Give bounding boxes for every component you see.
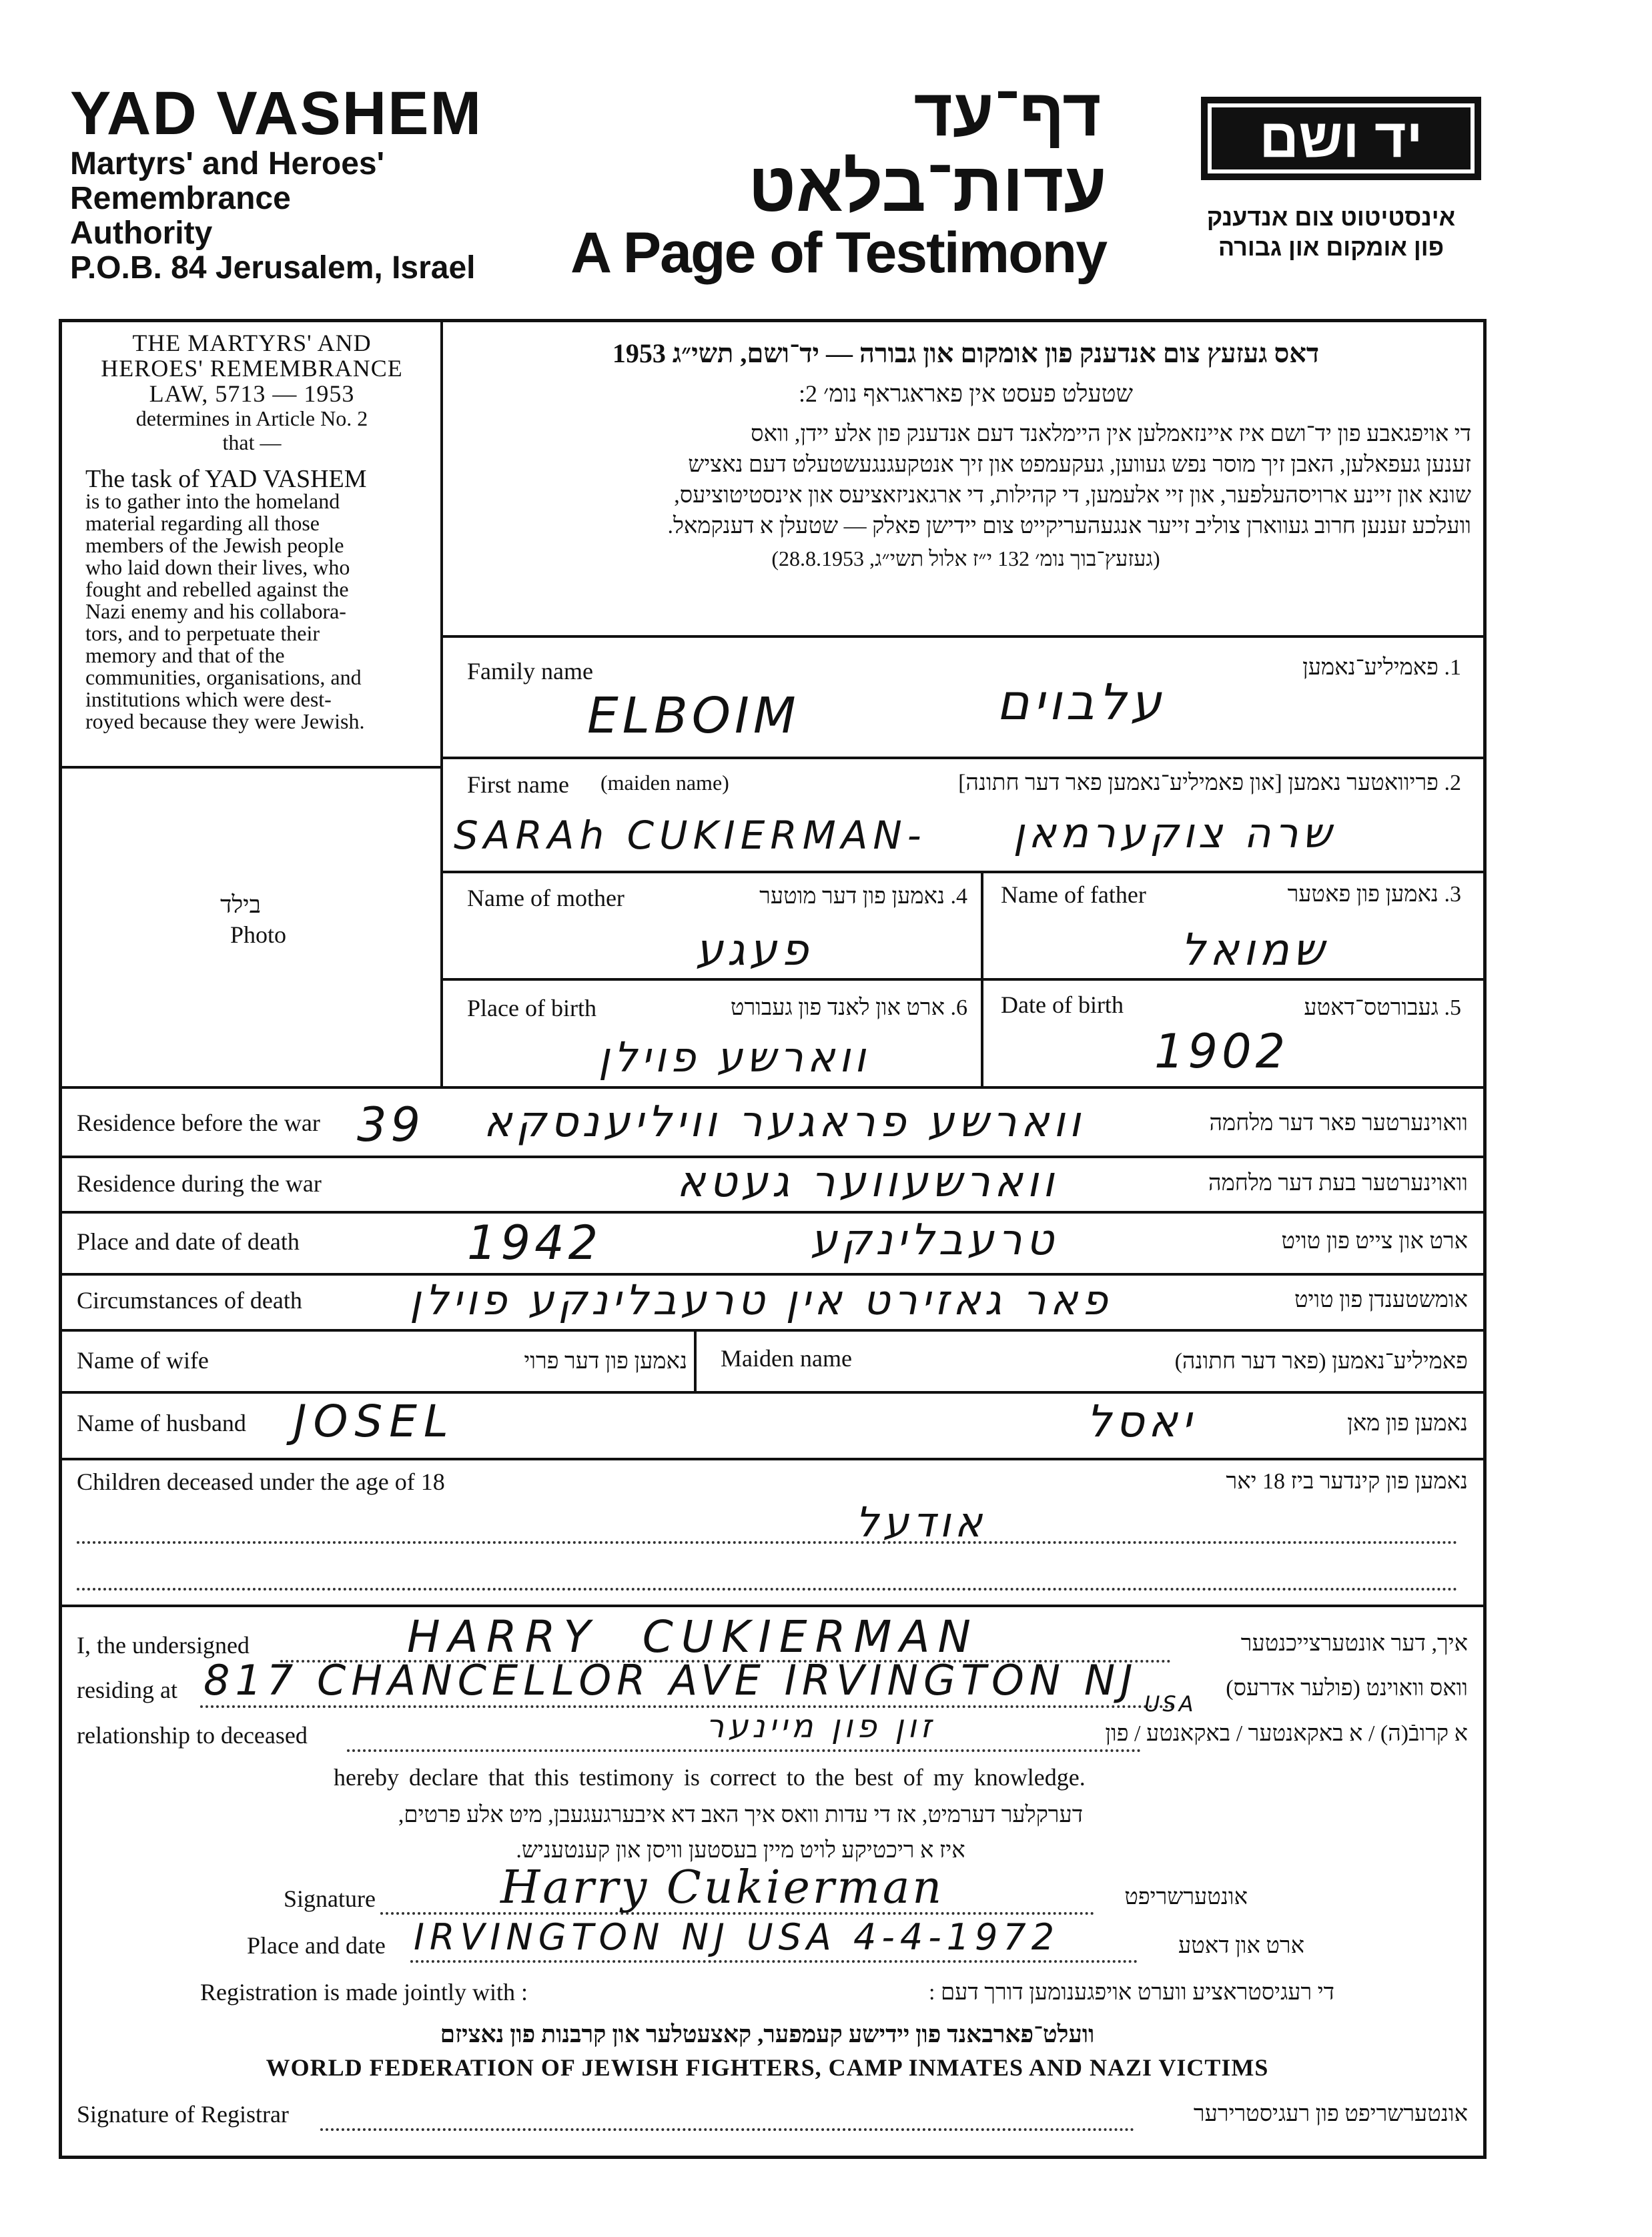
photo-label: Photo bbox=[230, 921, 287, 948]
divider bbox=[59, 1211, 1487, 1214]
undersigned-value[interactable]: HARRY CUKIERMAN bbox=[407, 1611, 979, 1663]
divider bbox=[59, 1391, 1487, 1394]
residing-country[interactable]: USA bbox=[1144, 1691, 1196, 1717]
law-heading-3: LAW, 5713 — 1953 bbox=[149, 380, 355, 407]
task-line: tors, and to perpetuate their bbox=[85, 621, 320, 645]
residence-during-label-heb: וואוינערטער בעת דער מלחמה bbox=[1208, 1171, 1468, 1196]
first-name-label-sub: (maiden name) bbox=[600, 771, 729, 795]
yiddish-subtitle-2: פון אומקום און גבורה bbox=[1218, 234, 1444, 261]
divider bbox=[59, 1086, 1487, 1089]
place-date-label-heb: ארט און דאטע bbox=[1178, 1933, 1304, 1958]
husband-name-value-heb[interactable]: יאסל bbox=[1086, 1396, 1196, 1447]
registrar-label-heb: אונטערשריפט פון רעגיסטרירער bbox=[1193, 2102, 1468, 2126]
wife-name-label: Name of wife bbox=[77, 1347, 209, 1374]
children-label-heb: נאמען פון קינדער ביז 18 יאר bbox=[1226, 1469, 1468, 1494]
death-label-heb: ארט און צייט פון טויט bbox=[1281, 1229, 1468, 1254]
children-line bbox=[77, 1588, 1458, 1591]
place-date-value[interactable]: IRVINGTON NJ USA 4-4-1972 bbox=[414, 1916, 1060, 1958]
org-line-2: Remembrance bbox=[70, 181, 291, 216]
law-task-text bbox=[85, 465, 426, 733]
yiddish-law-sub: שטעלט פעסט אין פאראגראף נומ׳ 2: bbox=[798, 380, 1134, 407]
federation-heb: וועלט־פארבאנד פון יידישע קעמפער, קאצעטלער און קרבנות פון נאציזם bbox=[440, 2021, 1095, 2048]
divider bbox=[440, 871, 1487, 873]
mother-name-label: Name of mother bbox=[467, 885, 625, 911]
org-line-3: Authority bbox=[70, 215, 213, 251]
law-box-bottom bbox=[59, 766, 442, 769]
declaration-statement-heb-1: דערקלער דערמיט, אז די עדות וואס איך האב דא איבערגעגעבן, מיט אלע פרטים, bbox=[398, 1803, 1084, 1827]
task-line: is to gather into the homeland bbox=[85, 489, 340, 513]
registrar-label: Signature of Registrar bbox=[77, 2101, 289, 2128]
divider bbox=[694, 1329, 697, 1391]
task-line: communities, organisations, and bbox=[85, 665, 362, 689]
father-name-label-heb: 3. נאמען פון פאטער bbox=[1287, 882, 1461, 907]
signature-label: Signature bbox=[284, 1885, 376, 1912]
law-box bbox=[67, 330, 437, 454]
residence-before-label: Residence before the war bbox=[77, 1109, 320, 1136]
task-line: fought and rebelled against the bbox=[85, 577, 349, 601]
first-name-label: First name bbox=[467, 771, 569, 798]
place-date-label: Place and date bbox=[247, 1932, 386, 1959]
task-line: The task of YAD VASHEM bbox=[85, 465, 367, 493]
residence-during-value[interactable]: ווארשעווער געטא bbox=[677, 1158, 1058, 1207]
death-place-value[interactable]: טרעבלינקע bbox=[810, 1216, 1058, 1265]
mother-name-value[interactable]: פעגע bbox=[695, 924, 813, 975]
mother-name-label-heb: 4. נאמען פון דער מוטער bbox=[759, 884, 967, 909]
page-title: A Page of Testimony bbox=[570, 221, 1107, 285]
law-determines-1: determines in Article No. 2 bbox=[135, 406, 368, 430]
residing-label-heb: וואס וואוינט (פולער אדרעס) bbox=[1226, 1676, 1468, 1701]
yiddish-law-text bbox=[460, 334, 1471, 575]
signature-value[interactable]: Harry Cukierman bbox=[500, 1861, 945, 1914]
federation-name: WORLD FEDERATION OF JEWISH FIGHTERS, CAMP INMATES AND NAZI VICTIMS bbox=[266, 2054, 1269, 2081]
org-address: P.O.B. 84 Jerusalem, Israel bbox=[70, 250, 476, 286]
circumstances-label-heb: אומשטענדן פון טויט bbox=[1294, 1288, 1468, 1312]
divider bbox=[440, 757, 1487, 759]
circumstances-value[interactable]: פאר גאזירט אין טרעבלינקע פוילן bbox=[410, 1276, 1112, 1324]
divider bbox=[59, 1458, 1487, 1460]
logo-text: יד ושם bbox=[1259, 108, 1423, 169]
declaration-statement-heb-2: איז א ריכטיקע לויט מיין בעסטען וויסן און קענטעניש. bbox=[516, 1838, 965, 1863]
first-name-value-heb[interactable]: שרה צוקערמאן bbox=[1013, 809, 1336, 857]
wife-name-label-heb: נאמען פון דער פרוי bbox=[524, 1349, 687, 1374]
registration-label-heb: די רעגיסטראציע ווערט אויפגענומען דורך דעם : bbox=[929, 1980, 1334, 2005]
registrar-line bbox=[320, 2128, 1134, 2131]
place-date-line bbox=[410, 1960, 1138, 1963]
law-heading-2: HEROES' REMEMBRANCE bbox=[101, 355, 403, 382]
hebrew-title-2: עדות־בלאט bbox=[748, 149, 1107, 226]
birth-date-label-heb: 5. געבורטס־דאטע bbox=[1304, 995, 1461, 1020]
residence-before-label-heb: וואוינערטער פאר דער מלחמה bbox=[1209, 1111, 1468, 1136]
divider bbox=[440, 978, 1487, 981]
death-label: Place and date of death bbox=[77, 1228, 300, 1255]
birth-place-label-heb: 6. ארט און לאנד פון געבורט bbox=[730, 995, 967, 1020]
circumstances-label: Circumstances of death bbox=[77, 1287, 302, 1314]
undersigned-label-heb: איך, דער אונטערצייכנטער bbox=[1240, 1631, 1468, 1656]
declaration-statement: hereby declare that this testimony is correct to the best of my knowledge. bbox=[334, 1764, 1086, 1791]
divider bbox=[59, 1605, 1487, 1607]
relationship-label-heb: א קרובֿ(ה) / א באקאנטער / באקאנטע / פון bbox=[1105, 1721, 1468, 1746]
birth-place-label: Place of birth bbox=[467, 995, 596, 1021]
yiddish-law-line: די אויפגאבע פון יד־ושם איז איינזאמלען אין היימלאנד דעם אנדענק פון אלע יידן, וואס bbox=[751, 422, 1471, 446]
yad-vashem-logo bbox=[1201, 97, 1481, 180]
birth-date-label: Date of birth bbox=[1001, 991, 1124, 1018]
children-value[interactable]: אודעל bbox=[855, 1498, 987, 1546]
yiddish-law-title: דאס געזעץ צום אנדענק פון אומקום און גבורה — יד־ושם, תשי״ג 1953 bbox=[612, 338, 1320, 368]
task-line: Nazi enemy and his collabora- bbox=[85, 599, 346, 623]
task-line: institutions which were dest- bbox=[85, 687, 332, 711]
residing-value[interactable]: 817 CHANCELLOR AVE IRVINGTON NJ bbox=[203, 1656, 1138, 1705]
undersigned-label: I, the undersigned bbox=[77, 1632, 250, 1659]
residence-before-number[interactable]: 39 bbox=[357, 1097, 425, 1152]
signature-label-heb: אונטערשריפט bbox=[1124, 1885, 1248, 1909]
residence-before-value[interactable]: ווארשע פראגער וויליענסקא bbox=[483, 1097, 1085, 1147]
birth-date-value[interactable]: 1902 bbox=[1154, 1024, 1290, 1079]
family-name-value-heb[interactable]: עלבוים bbox=[996, 674, 1166, 731]
task-line: who laid down their lives, who bbox=[85, 555, 350, 579]
relationship-line bbox=[347, 1749, 1141, 1752]
family-name-label-heb: 1. פאמיליע־נאמען bbox=[1302, 655, 1461, 680]
husband-name-label-heb: נאמען פון מאן bbox=[1347, 1411, 1468, 1436]
org-name: YAD VASHEM bbox=[70, 79, 483, 147]
left-column-divider bbox=[440, 319, 443, 1086]
registration-label: Registration is made jointly with : bbox=[200, 1979, 528, 2005]
maiden-name-label-heb: פאמיליע־נאמען (פאר דער חתונה) bbox=[1174, 1349, 1468, 1374]
children-line bbox=[77, 1541, 1458, 1544]
death-year-value[interactable]: 1942 bbox=[467, 1216, 602, 1270]
yiddish-subtitle-1: אינסטיטוט צום אנדענק bbox=[1206, 203, 1456, 231]
divider bbox=[440, 635, 1487, 638]
residence-during-label: Residence during the war bbox=[77, 1170, 322, 1197]
task-line: material regarding all those bbox=[85, 511, 320, 535]
law-heading-1: THE MARTYRS' AND bbox=[132, 330, 372, 356]
hebrew-title-1: דף־עד bbox=[913, 75, 1102, 150]
task-line: members of the Jewish people bbox=[85, 533, 344, 557]
father-name-value[interactable]: שמואל bbox=[1180, 924, 1328, 975]
law-determines-2: that — bbox=[222, 430, 282, 454]
husband-name-label: Name of husband bbox=[77, 1410, 246, 1436]
photo-label-yiddish: בילד bbox=[220, 891, 261, 918]
maiden-name-label: Maiden name bbox=[721, 1345, 852, 1372]
divider bbox=[59, 1329, 1487, 1332]
relationship-label: relationship to deceased bbox=[77, 1722, 308, 1749]
birth-place-value[interactable]: ווארשע פוילן bbox=[598, 1033, 870, 1081]
yiddish-law-line: שונא און זיינע ארויסהעלפער, און זיי אלעמען, די קהילות, די ארגאניזאציעס און אינסטיטוציעס, bbox=[674, 483, 1471, 508]
husband-name-value[interactable]: JOSEL bbox=[294, 1396, 455, 1447]
first-name-label-heb: 2. פריוואטער נאמען [און פאמיליע־נאמען פאר דער חתונה] bbox=[958, 771, 1461, 795]
family-name-label: Family name bbox=[467, 658, 593, 685]
yiddish-law-line: זענען געפאלען, האבן זיך מוסר נפש געווען, געקעמפט און זיך אנטקעגנגעשטעלט דעם נאציש bbox=[688, 452, 1471, 477]
relationship-value[interactable]: זון פון מיינער bbox=[706, 1708, 935, 1745]
divider bbox=[981, 871, 983, 1086]
father-name-label: Name of father bbox=[1001, 881, 1146, 908]
task-line: memory and that of the bbox=[85, 643, 285, 667]
org-line-1: Martyrs' and Heroes' bbox=[70, 146, 384, 181]
residing-label: residing at bbox=[77, 1677, 177, 1703]
yiddish-law-citation: (געזעץ־בוך נומ׳ 132 י״ז אלול תשי״ג, 28.8.1953) bbox=[771, 546, 1160, 570]
children-label: Children deceased under the age of 18 bbox=[77, 1468, 445, 1495]
yiddish-law-line: וועלכע זענען חרוב געווארן צוליב זייער אנגעהעריקייט צום יידישן פאלק — שטעלן א דענקמאל. bbox=[667, 514, 1471, 538]
first-name-value[interactable]: SARAh CUKIERMAN- bbox=[454, 813, 927, 858]
family-name-value[interactable]: ELBOIM bbox=[587, 687, 800, 745]
task-line: royed because they were Jewish. bbox=[85, 709, 365, 733]
